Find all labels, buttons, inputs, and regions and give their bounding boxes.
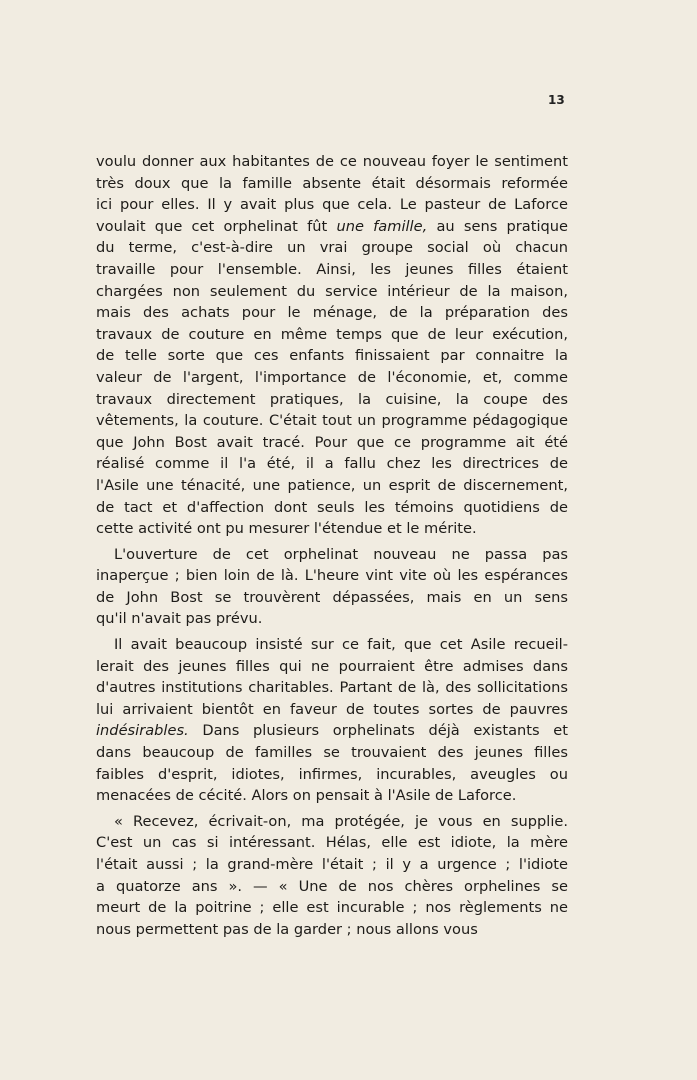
text-line: Il avait beaucoup insisté sur ce fait, que cet Asile recueil- [114, 636, 568, 654]
paragraph [96, 151, 568, 540]
text-line: C'est un cas si intéressant. Hélas, elle est idiote, la mère [96, 834, 568, 852]
text-line: chargées non seulement du service intérieur de la maison, [96, 282, 568, 300]
text-line: L'ouverture de cet orphelinat nouveau ne passa pas [114, 545, 568, 563]
text-line: travaux directement pratiques, la cuisine, la coupe des [96, 390, 568, 408]
text-line: de tact et d'affection dont seuls les témoins quotidiens de [96, 498, 568, 516]
text-line: lerait des jeunes filles qui ne pourraient être admises dans [96, 657, 568, 675]
paragraph [96, 544, 568, 630]
emphasis: indésirables. [96, 722, 189, 740]
text-line: de telle sorte que ces enfants finissaient par connaitre la [96, 347, 568, 365]
emphasis: une famille, [336, 217, 428, 235]
text-line: « Recevez, écrivait-on, ma protégée, je vous en supplie. [114, 812, 568, 830]
text-line: du terme, c'est-à-dire un vrai groupe social où chacun [96, 239, 568, 257]
text-line: l'Asile une ténacité, une patience, un esprit de discernement, [96, 476, 568, 494]
text-line: dans beaucoup de familles se trouvaient des jeunes filles [96, 744, 568, 762]
text-line: a quatorze ans ». — « Une de nos chères orphelines se [96, 877, 568, 895]
text-line: travaux de couture en même temps que de leur exécution, [96, 325, 568, 343]
text-line: vêtements, la couture. C'était tout un programme pédagogique [96, 412, 568, 430]
text-line: qu'il n'avait pas prévu. [96, 610, 263, 628]
text-line: voulait que cet orphelinat fût une famille, au sens pratique [96, 217, 568, 235]
paragraph [96, 811, 568, 941]
paragraph [96, 634, 568, 807]
text-line: d'autres institutions charitables. Partant de là, des sollicitations [96, 679, 568, 697]
page-number: 13 [548, 93, 565, 107]
text-line: valeur de l'argent, l'importance de l'économie, et, comme [96, 368, 568, 386]
text-line: que John Bost avait tracé. Pour que ce programme ait été [96, 433, 568, 451]
text-line: faibles d'esprit, idiotes, infirmes, incurables, aveugles ou [96, 765, 568, 783]
text-line: très doux que la famille absente était désormais reformée [96, 174, 568, 192]
text-line: indésirables. Dans plusieurs orphelinats déjà existants et [96, 722, 568, 740]
text-line: cette activité ont pu mesurer l'étendue et le mérite. [96, 520, 477, 538]
text-line: inaperçue ; bien loin de là. L'heure vint vite où les espérances [96, 567, 568, 585]
body-text [96, 151, 568, 940]
text-line: l'était aussi ; la grand-mère l'était ; il y a urgence ; l'idiote [96, 856, 568, 873]
text-line: menacées de cécité. Alors on pensait à l'Asile de Laforce. [96, 787, 517, 805]
text-line: ici pour elles. Il y avait plus que cela. Le pasteur de Laforce [96, 196, 568, 214]
text-line: lui arrivaient bientôt en faveur de toutes sortes de pauvres [96, 700, 568, 718]
text-line: réalisé comme il l'a été, il a fallu chez les directrices de [96, 455, 568, 473]
text-line: nous permettent pas de la garder ; nous allons vous [96, 920, 478, 938]
text-line: mais des achats pour le ménage, de la préparation des [96, 304, 568, 322]
text-line: voulu donner aux habitantes de ce nouveau foyer le sentiment [96, 153, 568, 170]
text-line: de John Bost se trouvèrent dépassées, mais en un sens [96, 588, 568, 606]
text-line: meurt de la poitrine ; elle est incurable ; nos règlements ne [96, 899, 568, 917]
text-line: travaille pour l'ensemble. Ainsi, les jeunes filles étaient [96, 260, 568, 278]
